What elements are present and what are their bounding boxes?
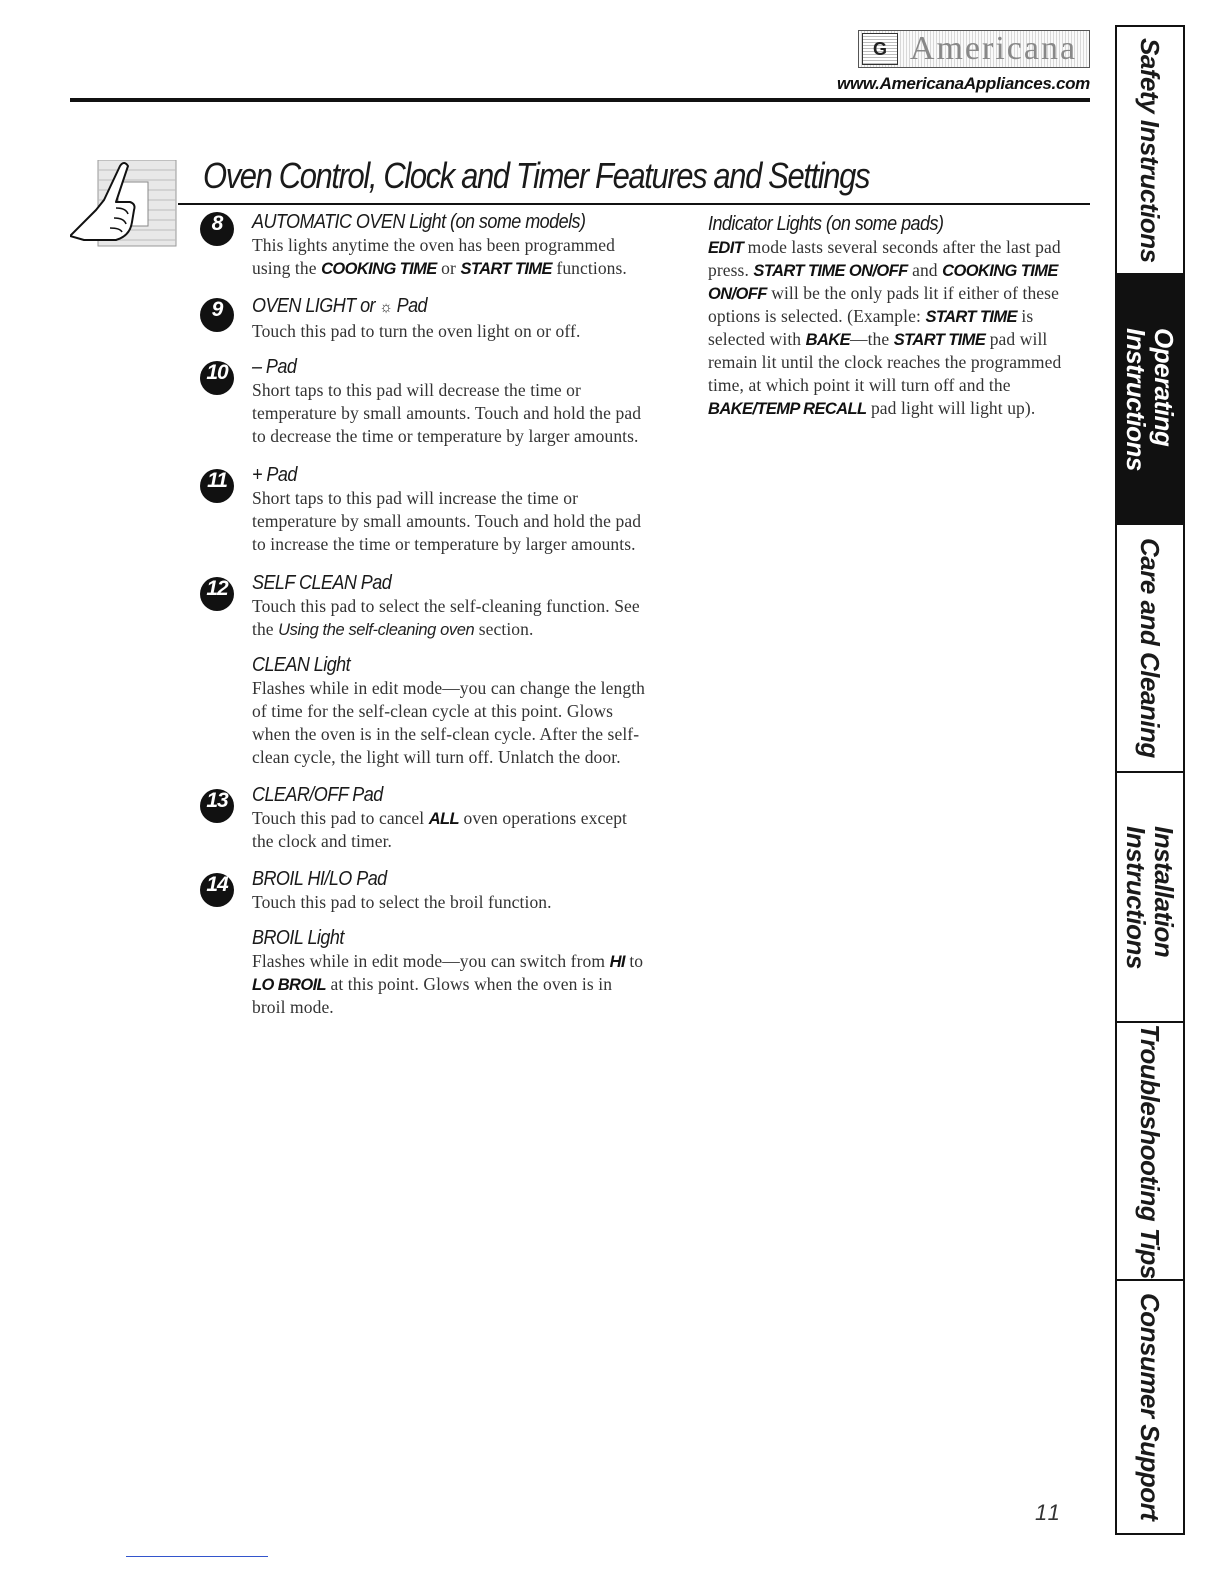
item-text: Touch this pad to select the self-cleaning function. See the Using the self-cleaning oven section. <box>252 596 640 639</box>
logo-wordmark: Americana <box>909 30 1078 67</box>
title-divider <box>178 203 1090 205</box>
item-number-badge: 8 <box>200 212 234 246</box>
tab-label: Consumer Support <box>1135 1293 1165 1521</box>
feature-item-11 <box>200 463 650 556</box>
item-text: This lights anytime the oven has been programmed using the COOKING TIME or START TIME functions. <box>252 235 627 278</box>
item-number-badge: 13 <box>200 789 234 823</box>
item-subtext: Flashes while in edit mode—you can switch from HI to LO BROIL at this point. Glows when the oven is in broil mode. <box>252 951 644 1017</box>
feature-list <box>200 210 650 1019</box>
tab-care-and-cleaning[interactable] <box>1117 525 1183 773</box>
tab-label: Installation Instructions <box>1121 825 1179 969</box>
item-number-badge: 14 <box>200 873 234 907</box>
item-number-badge: 9 <box>200 298 234 332</box>
item-text: Touch this pad to cancel ALL oven operations except the clock and timer. <box>252 808 628 851</box>
tab-label: Troubleshooting Tips <box>1135 1023 1165 1279</box>
item-number-badge: 12 <box>200 577 234 611</box>
item-heading: AUTOMATIC OVEN Light (on some models) <box>252 211 586 233</box>
indicator-heading: Indicator Lights (on some pads) <box>708 213 944 235</box>
item-subheading: CLEAN Light <box>252 654 351 676</box>
item-subtext: Flashes while in edit mode—you can change the length of time for the self-clean cycle at this point. Glows when the oven is in the self-clean cycle. After the self-clean cycle, the light will turn off. Unlatch the door. <box>252 678 646 767</box>
feature-item-12 <box>200 571 650 769</box>
item-heading: – Pad <box>252 356 297 378</box>
tab-troubleshooting-tips[interactable] <box>1117 1023 1183 1281</box>
item-number-badge: 11 <box>200 469 234 503</box>
item-heading: OVEN LIGHT or ☼ Pad <box>252 295 428 317</box>
light-icon: ☼ <box>379 299 393 316</box>
hand-pointing-icon <box>70 160 180 260</box>
tab-installation-instructions[interactable] <box>1117 773 1183 1023</box>
header-divider <box>70 98 1090 102</box>
tab-label: Safety Instructions <box>1135 37 1165 263</box>
item-text: Touch this pad to select the broil function. <box>252 892 552 912</box>
feature-item-9 <box>200 294 650 343</box>
site-url-link[interactable]: www.AmericanaAppliances.com <box>837 74 1090 93</box>
item-text: Touch this pad to turn the oven light on or off. <box>252 321 581 341</box>
tab-label: Care and Cleaning <box>1135 538 1165 758</box>
feature-item-8 <box>200 210 650 280</box>
item-heading: SELF CLEAN Pad <box>252 572 392 594</box>
item-number-badge: 10 <box>200 361 234 395</box>
tab-operating-instructions[interactable] <box>1117 275 1183 525</box>
feature-item-14 <box>200 867 650 1019</box>
tab-label: Operating Instructions <box>1121 327 1179 471</box>
indicator-lights-section <box>708 212 1088 420</box>
item-text: Short taps to this pad will decrease the time or temperature by small amounts. Touch and hold the pad to decrease the time or temperature by larger amounts. <box>252 380 642 446</box>
item-heading: BROIL HI/LO Pad <box>252 868 387 890</box>
footer-divider <box>126 1556 268 1557</box>
tab-consumer-support[interactable] <box>1117 1281 1183 1533</box>
section-tabs <box>1115 25 1185 1535</box>
item-text: Short taps to this pad will increase the time or temperature by small amounts. Touch and hold the pad to increase the time or temperature by larger amounts. <box>252 488 642 554</box>
page-title: Oven Control, Clock and Timer Features and Settings <box>203 155 870 196</box>
item-heading: CLEAR/OFF Pad <box>252 784 383 806</box>
item-heading: + Pad <box>252 464 297 486</box>
tab-safety-instructions[interactable] <box>1117 27 1183 275</box>
brand-logo <box>858 30 1090 68</box>
indicator-text: EDIT mode lasts several seconds after the last pad press. START TIME ON/OFF and COOKING TIME ON/OFF will be the only pads lit if either of these options is selected. (Example: START TIME is selected with BAKE—the START TIME pad will remain lit until the clock reaches the programmed time, at which point it will turn off and the BAKE/TEMP RECALL pad light will light up). <box>708 237 1062 418</box>
feature-item-13 <box>200 783 650 853</box>
logo-badge: G <box>862 33 898 65</box>
feature-item-10 <box>200 355 650 448</box>
item-subheading: BROIL Light <box>252 927 344 949</box>
page-number: 11 <box>1035 1500 1062 1525</box>
